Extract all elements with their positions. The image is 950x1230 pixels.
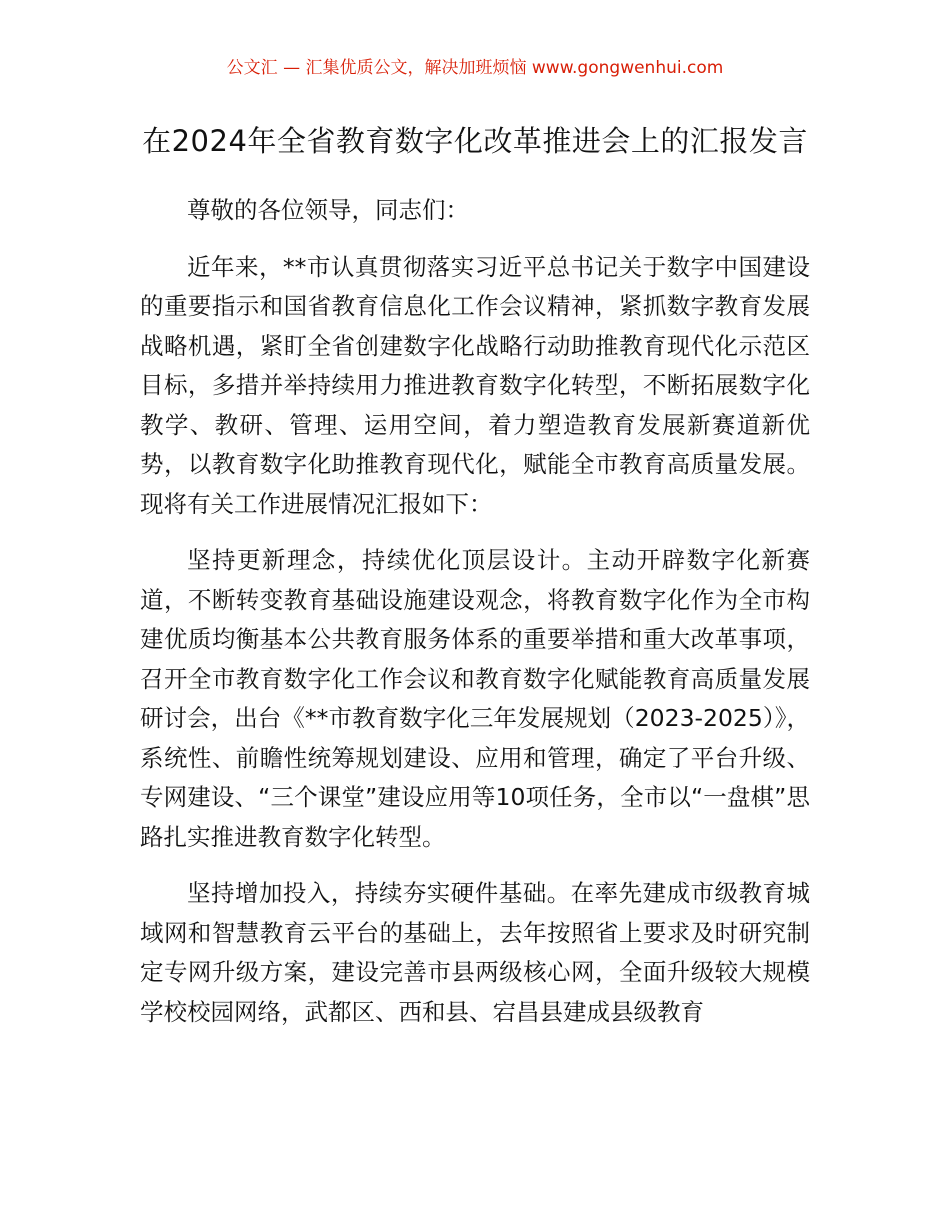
site-banner: 公文汇 — 汇集优质公文，解决加班烦恼 www.gongwenhui.com xyxy=(226,58,724,78)
paragraph-intro: 近年来，**市认真贯彻落实习近平总书记关于数字中国建设的重要指示和国省教育信息化工作会议精神，紧抓数字教育发展战略机遇，紧盯全省创建数字化战略行动助推教育现代化示范区目标，多措并举持续用力推进教育数字化转型，不断拓展数字化教学、教研、管理、运用空间，着力塑造教育发展新赛道新优势，以教育数字化助推教育现代化，赋能全市教育高质量发展。现将有关工作进展情况汇报如下： xyxy=(140,252,810,518)
salutation: 尊敬的各位领导，同志们： xyxy=(187,196,469,224)
document-title: 在2024年全省教育数字化改革推进会上的汇报发言 xyxy=(142,124,808,158)
paragraph-top-level-design: 坚持更新理念，持续优化顶层设计。主动开辟数字化新赛道，不断转变教育基础设施建设观念，将教育数字化作为全市构建优质均衡基本公共教育服务体系的重要举措和重大改革事项，召开全市教育数字化工作会议和教育数字化赋能教育高质量发展研讨会，出台《**市教育数字化三年发展规划（2023-2025）》，系统性、前瞻性统筹规划建设、应用和管理，确定了平台升级、专网建设、“三个课堂”建设应用等10项任务，全市以“一盘棋”思路扎实推进教育数字化转型。 xyxy=(140,546,810,851)
paragraph-hardware-investment: 坚持增加投入，持续夯实硬件基础。在率先建成市级教育城域网和智慧教育云平台的基础上，去年按照省上要求及时研究制定专网升级方案，建设完善市县两级核心网，全面升级较大规模学校校园网络，武都区、西和县、宕昌县建成县级教育 xyxy=(140,879,810,1026)
document-body xyxy=(140,191,810,1049)
